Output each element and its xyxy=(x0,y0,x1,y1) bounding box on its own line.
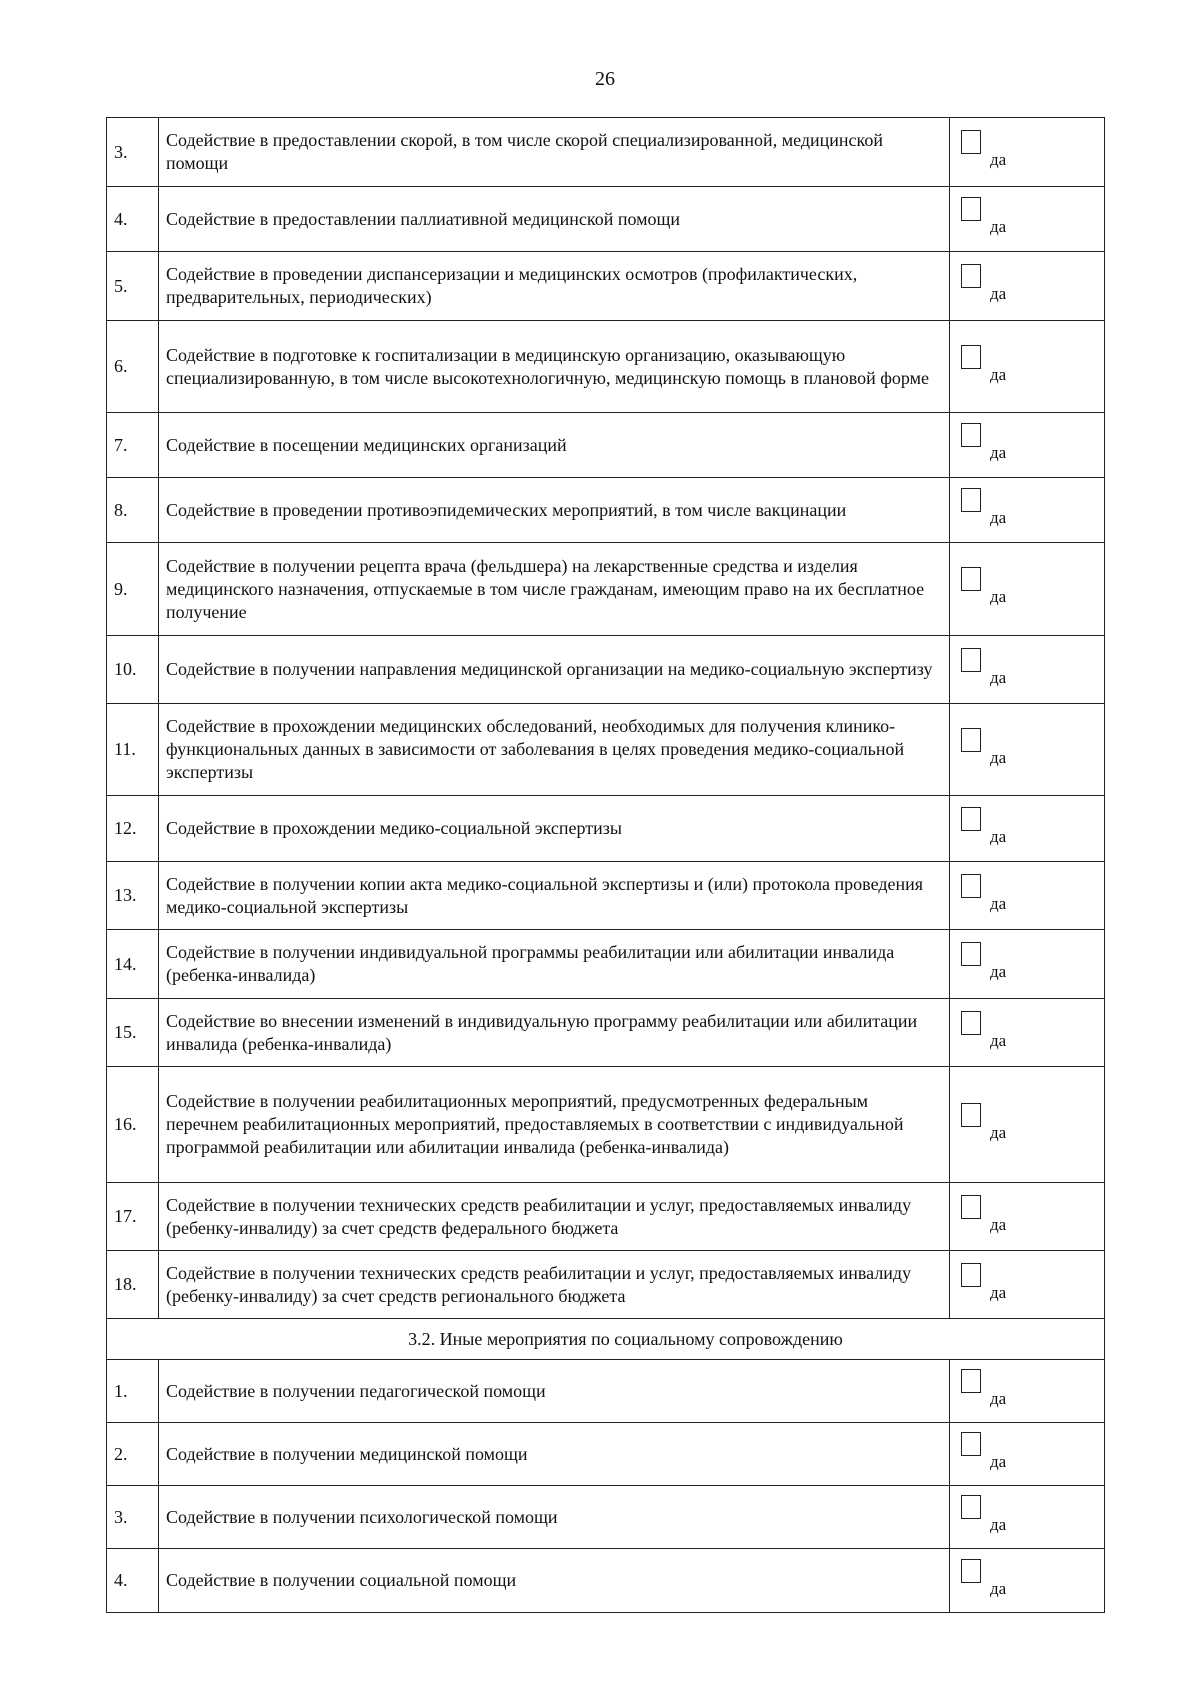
table-row xyxy=(107,1423,1105,1486)
row-answer-cell xyxy=(950,636,1105,704)
table-row xyxy=(107,862,1105,930)
yes-label: да xyxy=(990,587,1007,606)
section-header-row xyxy=(107,1319,1105,1360)
table-row xyxy=(107,321,1105,413)
yes-label: да xyxy=(990,217,1007,236)
row-description: Содействие в прохождении медицинских обследований, необходимых для получения клинико-функциональных данных в зависимости от заболевания в целях проведения медико-социальной экспертизы xyxy=(159,704,950,796)
row-number: 12. xyxy=(107,796,159,862)
row-answer-cell xyxy=(950,704,1105,796)
table-row xyxy=(107,636,1105,704)
yes-checkbox[interactable] xyxy=(961,1432,981,1456)
row-number: 8. xyxy=(107,478,159,543)
yes-checkbox[interactable] xyxy=(961,942,981,966)
row-number: 10. xyxy=(107,636,159,704)
yes-checkbox[interactable] xyxy=(961,807,981,831)
yes-label: да xyxy=(990,667,1007,687)
row-number: 7. xyxy=(107,413,159,478)
yes-label: да xyxy=(990,508,1007,527)
row-answer-cell xyxy=(950,999,1105,1067)
table-row xyxy=(107,1360,1105,1423)
row-description: Содействие в получении психологической помощи xyxy=(159,1486,950,1549)
yes-checkbox[interactable] xyxy=(961,1559,981,1583)
yes-label: да xyxy=(990,1122,1007,1142)
row-number: 9. xyxy=(107,543,159,636)
yes-checkbox[interactable] xyxy=(961,423,981,447)
table-row xyxy=(107,930,1105,999)
row-answer-cell xyxy=(950,1549,1105,1613)
row-number: 2. xyxy=(107,1423,159,1486)
row-answer-cell xyxy=(950,252,1105,321)
section-header xyxy=(107,1319,1105,1360)
yes-checkbox[interactable] xyxy=(961,567,981,591)
yes-checkbox[interactable] xyxy=(961,1369,981,1393)
table-row xyxy=(107,999,1105,1067)
row-description: Содействие в получении медицинской помощи xyxy=(159,1423,950,1486)
row-answer-cell xyxy=(950,1251,1105,1319)
row-number: 11. xyxy=(107,704,159,796)
row-answer-cell xyxy=(950,796,1105,862)
row-answer-cell xyxy=(950,413,1105,478)
yes-checkbox[interactable] xyxy=(961,728,981,752)
yes-label: да xyxy=(990,1578,1007,1598)
row-description: Содействие в получении технических средств реабилитации и услуг, предоставляемых инвалиду (ребенку-инвалиду) за счет средств федерального бюджета xyxy=(159,1183,950,1251)
row-answer-cell xyxy=(950,1067,1105,1183)
yes-label: да xyxy=(990,1282,1007,1302)
page-number: 26 xyxy=(595,68,615,90)
row-number: 16. xyxy=(107,1067,159,1183)
yes-checkbox[interactable] xyxy=(961,197,981,221)
row-description: Содействие в получении социальной помощи xyxy=(159,1549,950,1613)
row-answer-cell xyxy=(950,478,1105,543)
table-row xyxy=(107,543,1105,636)
row-number: 5. xyxy=(107,252,159,321)
section-title: 3.2. Иные мероприятия по социальному сопровождению xyxy=(107,1319,1105,1360)
row-number: 4. xyxy=(107,187,159,252)
yes-label: да xyxy=(990,826,1007,846)
table-row xyxy=(107,478,1105,543)
yes-checkbox[interactable] xyxy=(961,345,981,369)
row-description: Содействие в прохождении медико-социальной экспертизы xyxy=(159,796,950,862)
row-answer-cell xyxy=(950,543,1105,636)
row-description: Содействие в получении реабилитационных мероприятий, предусмотренных федеральным перечнем реабилитационных мероприятий, предоставляемых в соответствии с индивидуальной программой реабилитации или абилитации инвалида (ребенка-инвалида) xyxy=(159,1067,950,1183)
yes-checkbox[interactable] xyxy=(961,264,981,288)
yes-label: да xyxy=(990,1214,1007,1234)
row-description: Содействие в подготовке к госпитализации в медицинскую организацию, оказывающую специализированную, в том числе высокотехнологичную, медицинскую помощь в плановой форме xyxy=(159,321,950,413)
yes-checkbox[interactable] xyxy=(961,1195,981,1219)
yes-label: да xyxy=(990,150,1007,169)
row-number: 17. xyxy=(107,1183,159,1251)
row-description: Содействие во внесении изменений в индивидуальную программу реабилитации или абилитации инвалида (ребенка-инвалида) xyxy=(159,999,950,1067)
yes-label: да xyxy=(990,1030,1007,1050)
row-number: 3. xyxy=(107,1486,159,1549)
table-row xyxy=(107,1486,1105,1549)
yes-checkbox[interactable] xyxy=(961,1103,981,1127)
row-description: Содействие в получении индивидуальной программы реабилитации или абилитации инвалида (ребенка-инвалида) xyxy=(159,930,950,999)
yes-label: да xyxy=(990,1515,1007,1534)
row-number: 18. xyxy=(107,1251,159,1319)
table-row xyxy=(107,1549,1105,1613)
row-answer-cell xyxy=(950,930,1105,999)
row-answer-cell xyxy=(950,1486,1105,1549)
row-description: Содействие в проведении противоэпидемических мероприятий, в том числе вакцинации xyxy=(159,478,950,543)
row-answer-cell xyxy=(950,1423,1105,1486)
row-answer-cell xyxy=(950,187,1105,252)
yes-checkbox[interactable] xyxy=(961,1495,981,1519)
yes-label: да xyxy=(990,893,1007,913)
table-row xyxy=(107,1067,1105,1183)
row-number: 14. xyxy=(107,930,159,999)
table-row xyxy=(107,796,1105,862)
table-row xyxy=(107,1183,1105,1251)
yes-checkbox[interactable] xyxy=(961,648,981,672)
row-description: Содействие в получении педагогической помощи xyxy=(159,1360,950,1423)
row-number: 6. xyxy=(107,321,159,413)
row-answer-cell xyxy=(950,1183,1105,1251)
row-description: Содействие в получении копии акта медико-социальной экспертизы и (или) протокола проведения медико-социальной экспертизы xyxy=(159,862,950,930)
yes-label: да xyxy=(990,747,1007,767)
row-description: Содействие в получении рецепта врача (фельдшера) на лекарственные средства и изделия медицинского назначения, отпускаемые в том числе гражданам, имеющим право на их бесплатное получение xyxy=(159,543,950,636)
row-answer-cell xyxy=(950,118,1105,187)
other-support-rows xyxy=(107,1360,1105,1613)
yes-checkbox[interactable] xyxy=(961,874,981,898)
row-number: 15. xyxy=(107,999,159,1067)
medical-support-rows xyxy=(107,118,1105,1319)
table-row xyxy=(107,413,1105,478)
yes-label: да xyxy=(990,284,1007,303)
yes-label: да xyxy=(990,962,1007,981)
yes-checkbox[interactable] xyxy=(961,1011,981,1035)
table-row xyxy=(107,704,1105,796)
yes-checkbox[interactable] xyxy=(961,1263,981,1287)
yes-label: да xyxy=(990,443,1007,462)
row-description: Содействие в получении направления медицинской организации на медико-социальную экспертизу xyxy=(159,636,950,704)
row-description: Содействие в проведении диспансеризации и медицинских осмотров (профилактических, предварительных, периодических) xyxy=(159,252,950,321)
yes-label: да xyxy=(990,364,1007,384)
row-description: Содействие в предоставлении паллиативной медицинской помощи xyxy=(159,187,950,252)
table-row xyxy=(107,1251,1105,1319)
row-answer-cell xyxy=(950,1360,1105,1423)
yes-checkbox[interactable] xyxy=(961,488,981,512)
row-answer-cell xyxy=(950,321,1105,413)
row-description: Содействие в получении технических средств реабилитации и услуг, предоставляемых инвалиду (ребенку-инвалиду) за счет средств регионального бюджета xyxy=(159,1251,950,1319)
row-number: 13. xyxy=(107,862,159,930)
yes-checkbox[interactable] xyxy=(961,130,981,154)
table-row xyxy=(107,252,1105,321)
row-description: Содействие в посещении медицинских организаций xyxy=(159,413,950,478)
row-description: Содействие в предоставлении скорой, в том числе скорой специализированной, медицинской помощи xyxy=(159,118,950,187)
table-row xyxy=(107,187,1105,252)
row-number: 1. xyxy=(107,1360,159,1423)
row-number: 4. xyxy=(107,1549,159,1613)
row-answer-cell xyxy=(950,862,1105,930)
row-number: 3. xyxy=(107,118,159,187)
yes-label: да xyxy=(990,1389,1007,1408)
table-row xyxy=(107,118,1105,187)
yes-label: да xyxy=(990,1452,1007,1471)
support-measures-table xyxy=(106,117,1105,1613)
